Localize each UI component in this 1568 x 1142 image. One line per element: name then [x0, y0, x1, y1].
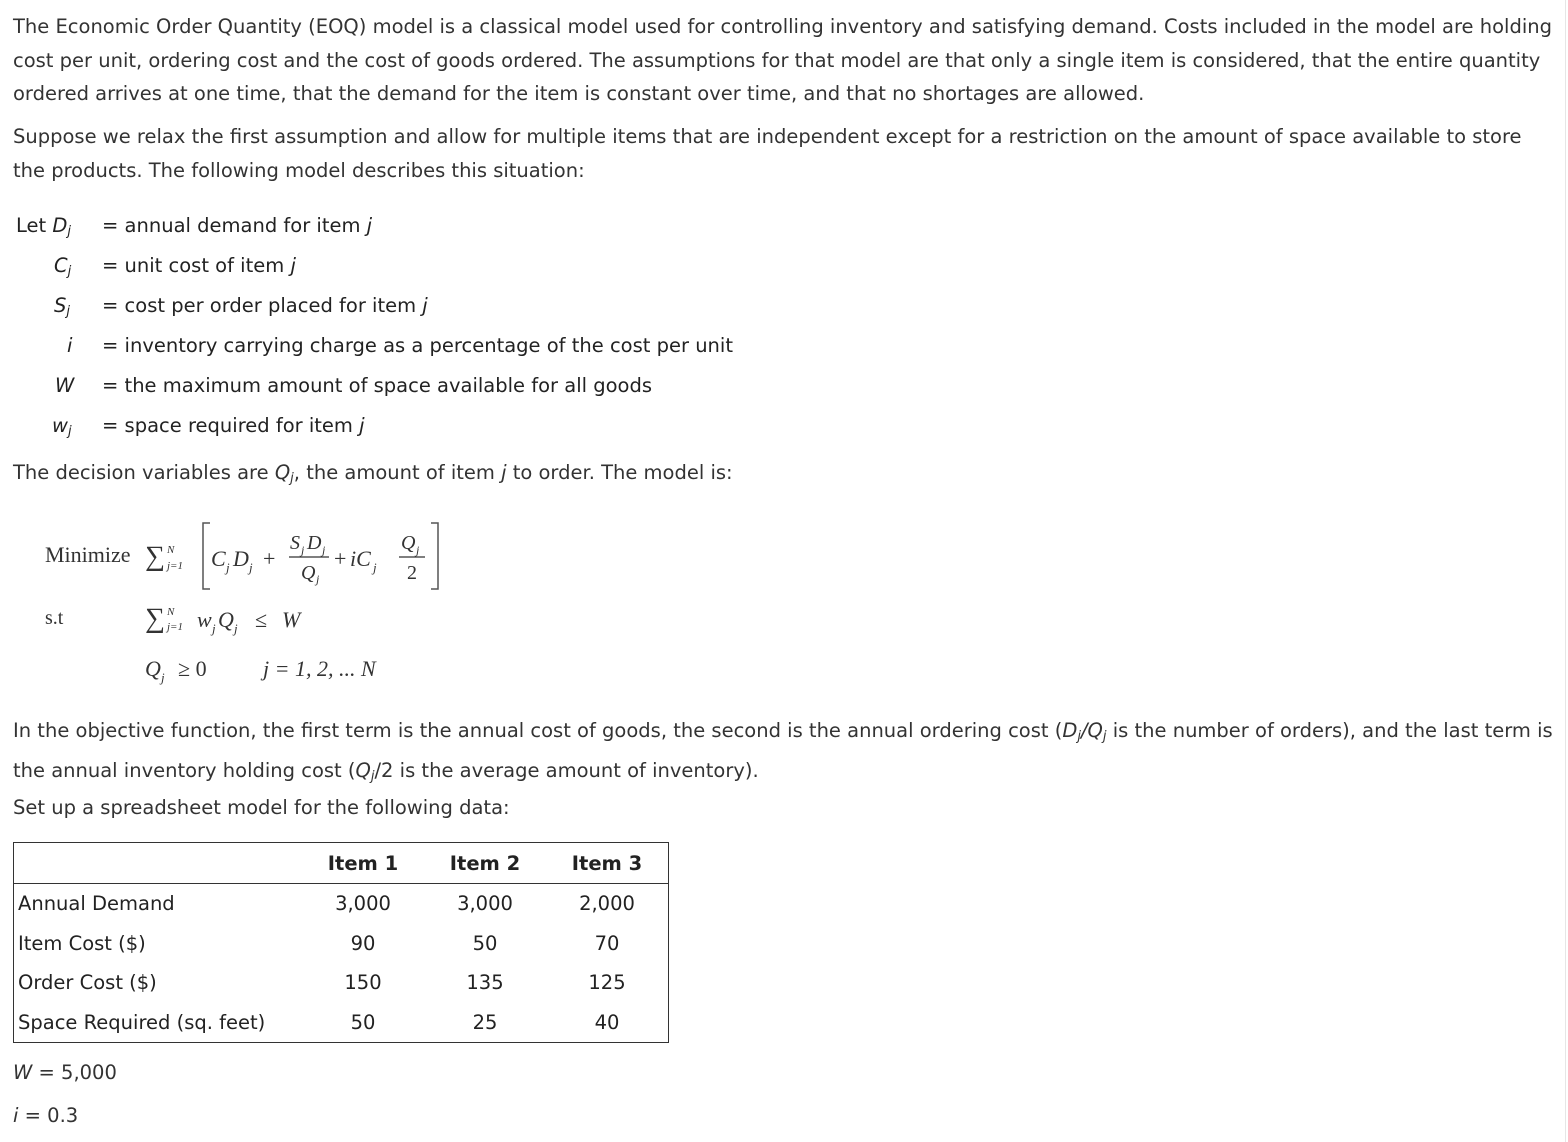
svg-text:N: N	[167, 544, 175, 556]
svg-text:Q: Q	[401, 532, 416, 554]
svg-text:j: j	[226, 560, 230, 575]
space-limit-parameter: W = 5,000	[13, 1061, 117, 1084]
header-item-3: Item 3	[546, 843, 669, 884]
svg-text:Q: Q	[145, 656, 161, 681]
svg-text:S: S	[290, 532, 300, 554]
svg-text:≥ 0: ≥ 0	[178, 656, 207, 681]
header-blank	[14, 843, 303, 884]
svg-text:j=1: j=1	[167, 560, 183, 572]
symbol-D: D	[52, 214, 68, 237]
symbol-i: i	[67, 334, 73, 357]
carrying-charge-parameter: i = 0.3	[13, 1104, 79, 1127]
svg-text:j: j	[322, 543, 326, 557]
subject-to-label: s.t	[45, 607, 64, 629]
svg-text:∑: ∑	[145, 603, 165, 634]
svg-text:j: j	[212, 621, 216, 636]
symbol-w: w	[52, 414, 68, 437]
svg-text:+: +	[263, 546, 276, 571]
space-constraint	[145, 597, 345, 637]
svg-text:iC: iC	[350, 546, 371, 571]
table-header-row	[14, 843, 669, 884]
page-right-border	[1565, 0, 1566, 1142]
svg-text:j: j	[249, 560, 253, 575]
svg-text:j: j	[316, 572, 320, 586]
optimization-model	[0, 505, 700, 695]
svg-text:Q: Q	[218, 607, 234, 632]
header-item-1: Item 1	[302, 843, 424, 884]
svg-text:+: +	[334, 546, 347, 571]
svg-text:N: N	[167, 606, 175, 618]
minimize-label: Minimize	[45, 542, 131, 567]
svg-text:D: D	[307, 532, 322, 554]
objective-function	[145, 517, 455, 597]
index-domain: j = 1, 2, ... N	[263, 656, 376, 681]
svg-text:j: j	[234, 621, 238, 636]
svg-text:j: j	[416, 543, 420, 557]
svg-text:j=1: j=1	[167, 621, 183, 633]
svg-text:Q: Q	[301, 562, 316, 584]
svg-text:≤: ≤	[255, 607, 268, 632]
let-label: Let	[16, 214, 53, 237]
svg-text:W: W	[282, 607, 301, 632]
symbol-C: C	[54, 254, 68, 277]
svg-text:w: w	[197, 607, 212, 632]
nonnegativity-constraint	[145, 650, 245, 686]
svg-text:2: 2	[407, 562, 417, 584]
relaxation-paragraph: Suppose we relax the first assumption and allow for multiple items that are independent except for a restriction on the amount of space available to store the products. The following model describes this situation:	[13, 125, 1522, 182]
intro-paragraph: The Economic Order Quantity (EOQ) model is a classical model used for controlling inventory and satisfying demand. Costs included in the model are holding cost per unit, ordering cost and the cost of goods ordered. The assumptions for that model are that only a single item is considered, that the entire quantity ordered arrives at one time, that the demand for the item is constant over time, and that no shortages are allowed.	[13, 15, 1552, 105]
svg-text:C: C	[211, 546, 226, 571]
table-row: Space Required (sq. feet) 50 25 40	[18, 1010, 620, 1034]
decision-variables-text: The decision variables are $Q_j$, the amount of item j to order. The model is:	[13, 461, 733, 486]
item-data-table	[13, 842, 669, 1043]
table-row: Annual Demand 3,000 3,000 2,000	[18, 892, 635, 916]
symbol-W: W	[55, 374, 75, 397]
objective-explanation: In the objective function, the first term is the annual cost of goods, the second is the annual ordering cost ($D_j/Q_j$ is the number of orders), and the last term is the annual inventory holding cost ($Q_j/2$ is the average amount of inventory).	[13, 719, 1553, 784]
svg-text:D: D	[233, 546, 249, 571]
setup-instruction: Set up a spreadsheet model for the following data:	[13, 796, 510, 819]
header-item-2: Item 2	[424, 843, 546, 884]
table-row: Order Cost ($) 150 135 125	[18, 971, 626, 995]
table-row: Item Cost ($) 90 50 70	[18, 931, 620, 955]
svg-text:j: j	[373, 560, 377, 575]
symbol-S: S	[54, 294, 67, 317]
svg-text:j: j	[301, 543, 305, 557]
svg-text:∑: ∑	[145, 541, 165, 572]
svg-text:j: j	[161, 670, 165, 685]
